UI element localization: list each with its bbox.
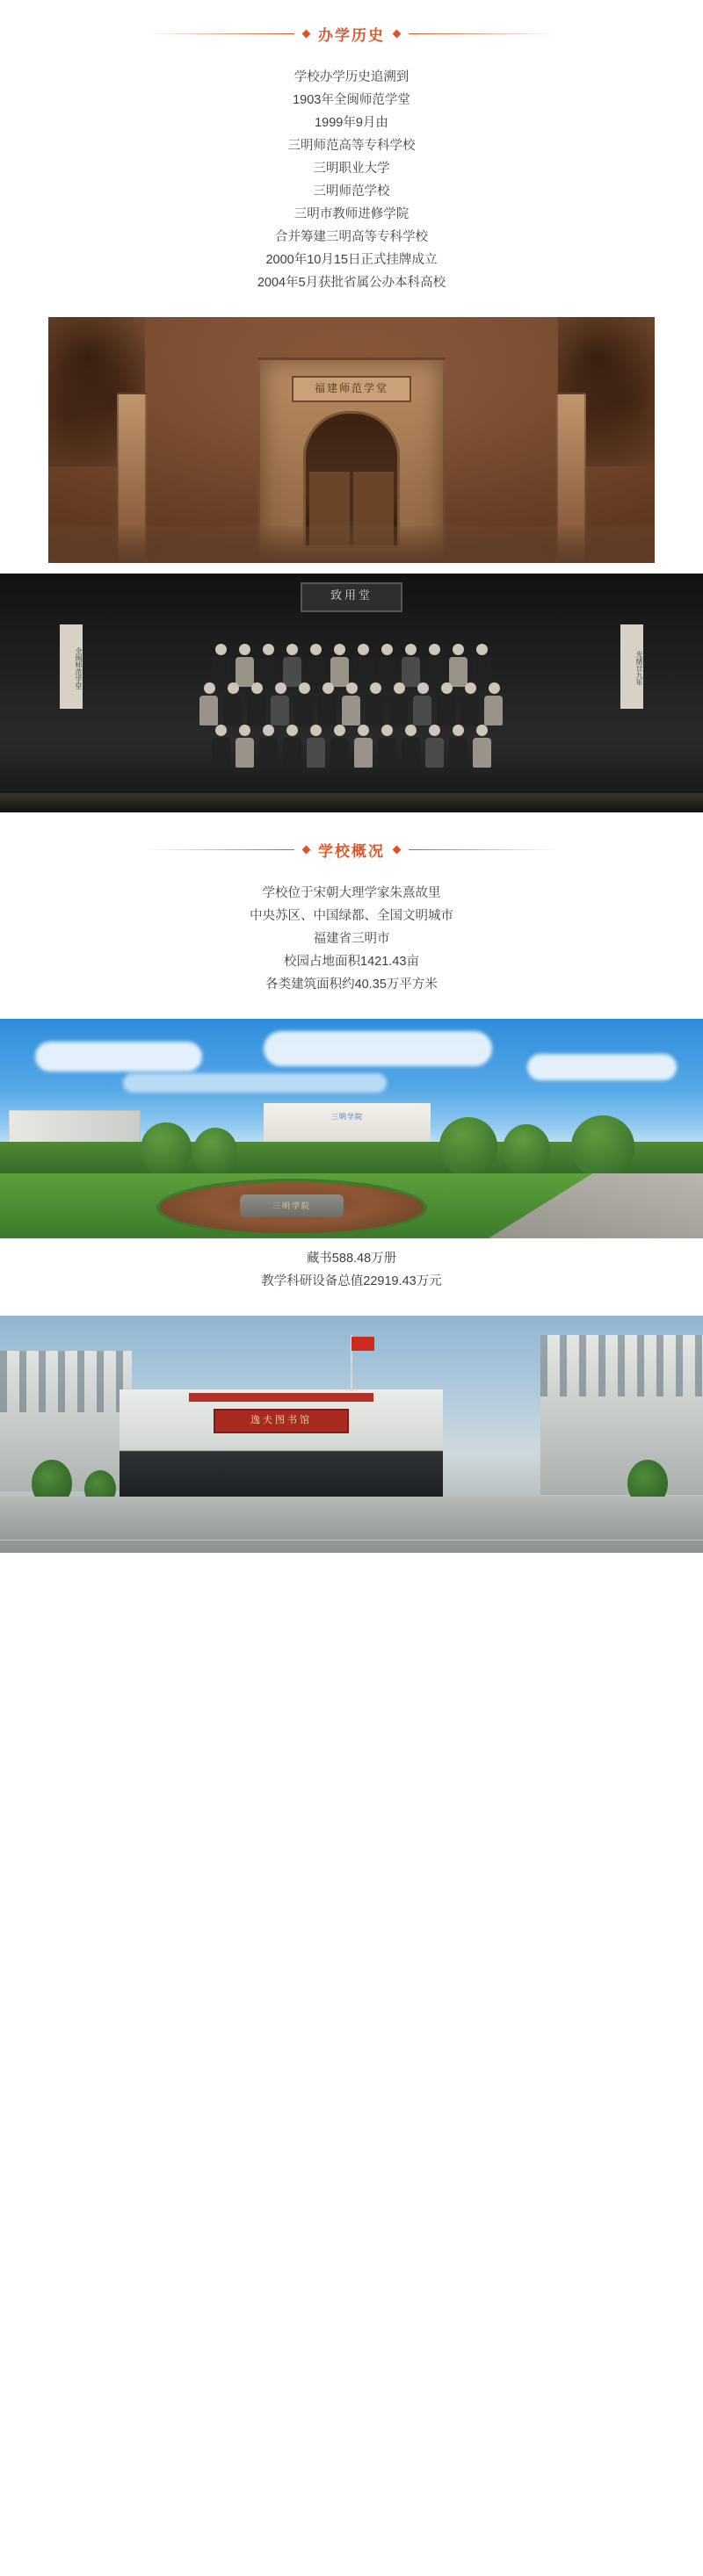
history-line: 学校办学历史追溯到 [294,70,409,84]
history-line: 1903年全闽师范学堂 [293,93,410,107]
photo-historic-gate [48,317,655,563]
window-grid [0,1351,132,1412]
tree [141,1122,192,1175]
section-title-history: 办学历史 [318,27,385,44]
photo-gate-wrapper [0,310,703,566]
crowd-row [11,644,692,687]
cloud [264,1031,492,1066]
history-line: 1999年9月由 [315,116,388,130]
overview-line: 中央苏区、中国绿都、全国文明城市 [250,909,453,923]
history-line: 2004年5月获批省属公办本科高校 [257,276,446,290]
campus-stone-text: 三明学院 [240,1194,344,1217]
divider-right [409,849,558,850]
library-wing-right [540,1335,703,1495]
crowd-row [11,682,692,725]
tree [439,1117,497,1175]
photo-campus-view [0,1019,703,1238]
diamond-icon-left [302,30,311,39]
plaza-line [0,1540,703,1541]
overview-stat-line: 藏书588.48万册 [306,1252,397,1266]
window-grid [540,1335,703,1396]
cloud [35,1042,202,1072]
photo-library-wrapper [0,1309,703,1556]
building-sign-text: 三明学院 [331,1113,363,1121]
history-line: 2000年10月15日正式挂牌成立 [265,253,438,267]
section-title-overview: 学校概况 [318,843,385,860]
scroll-left-text: 全闽师范学堂 [60,624,83,709]
overview-line: 学校位于宋朝大理学家朱熹故里 [262,886,441,900]
history-line: 合并筹建三明高等专科学校 [275,230,428,244]
history-text-block [0,61,703,310]
library-plaque-text: 逸夫图书馆 [214,1409,349,1433]
hall-floor [0,793,703,812]
diamond-icon-left [302,846,311,855]
photo-campus-wrapper [0,1012,703,1242]
tree [571,1115,634,1177]
hall-banner-text: 致用堂 [301,582,402,612]
flag [352,1337,374,1351]
cloud [123,1073,387,1093]
section-header-overview [0,816,703,877]
overview-line: 各类建筑面积约40.35万平方米 [265,978,438,992]
gate-ground [48,526,655,563]
photo-group-portrait [0,574,703,812]
tree [503,1124,550,1175]
overview-line: 校园占地面积1421.43亩 [284,955,419,969]
red-banner [189,1393,373,1402]
gate-plaque-text: 福建师范学堂 [292,376,411,402]
crowd-row [11,725,692,768]
campus-roundabout [156,1179,427,1237]
photo-library-building [0,1316,703,1553]
tree [193,1128,237,1175]
overview-text-block [0,877,703,1012]
divider-left [145,849,294,850]
cloud [527,1054,677,1080]
scroll-right-text: 光绪廿九年 [620,624,643,709]
library-main-block [120,1389,443,1500]
crowd-group [11,644,692,800]
history-line: 三明师范高等专科学校 [287,139,416,153]
history-line: 三明师范学校 [313,184,390,198]
library-plaza [0,1497,703,1553]
diamond-icon-right [393,30,402,39]
section-header-history [0,0,703,61]
overview-line: 福建省三明市 [313,932,390,946]
history-line: 三明职业大学 [313,162,390,176]
photo-group-wrapper [0,566,703,816]
divider-right [409,33,558,34]
diamond-icon-right [393,846,402,855]
overview-stats-block [0,1242,703,1309]
history-line: 三明市教师进修学院 [294,207,409,221]
overview-stat-line: 教学科研设备总值22919.43万元 [261,1274,442,1288]
divider-left [145,33,294,34]
